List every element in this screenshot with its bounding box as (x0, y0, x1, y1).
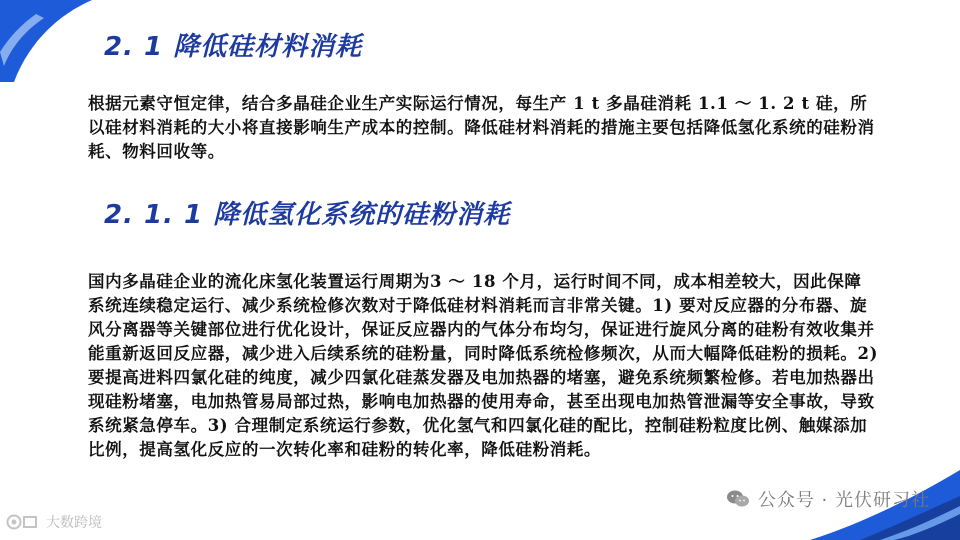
body-paragraph: 国内多晶硅企业的流化床氢化装置运行周期为3 ～ 18 个月，运行时间不同，成本相差较大，因此保障系统连续稳定运行、减少系统检修次数对于降低硅材料消耗而言非常关键。1) 要对反应器的分布器、旋风分离器等关键部位进行优化设计，保证反应器内的气体分布均匀，保证进行旋风分离的硅粉有效收集并能重新返回反应器，减少进入后续系统的硅粉量，同时降低系统检修频次，从而大幅降低硅粉的损耗。2) 要提高进料四氯化硅的纯度，减少四氯化硅蒸发器及电加热器的堵塞，避免系统频繁检修。若电加热器出现硅粉堵塞，电加热管易局部过热，影响电加热器的使用寿命，甚至出现电加热管泄漏等安全事故，导致系统紧急停车。3) 合理制定系统运行参数，优化氢气和四氯化硅的配比，控制硅粉粒度比例、触媒添加比例，提高氢化反应的一次转化率和硅粉的转化率，降低硅粉消耗。 (88, 272, 878, 459)
section-heading: 2. 1 降低硅材料消耗 (104, 32, 363, 62)
wechat-icon (726, 489, 750, 509)
brand-watermark-text: 大数跨境 (46, 515, 102, 531)
camera-logo-icon (6, 513, 40, 531)
subsection-heading: 2. 1. 1 降低氢化系统的硅粉消耗 (104, 200, 511, 230)
intro-paragraph: 根据元素守恒定律，结合多晶硅企业生产实际运行情况，每生产 1 t 多晶硅消耗 1.1 ～ 1. 2 t 硅，所以硅材料消耗的大小将直接影响生产成本的控制。降低硅材料消耗的措施主要包括降低氢化系统的硅粉消耗、物料回收等。 (88, 94, 875, 161)
brand-watermark (6, 512, 102, 532)
wechat-watermark-text: 公众号 · 光伏研习社 (757, 490, 930, 511)
corner-decoration-top-left (0, 0, 92, 82)
wechat-watermark (726, 486, 930, 512)
